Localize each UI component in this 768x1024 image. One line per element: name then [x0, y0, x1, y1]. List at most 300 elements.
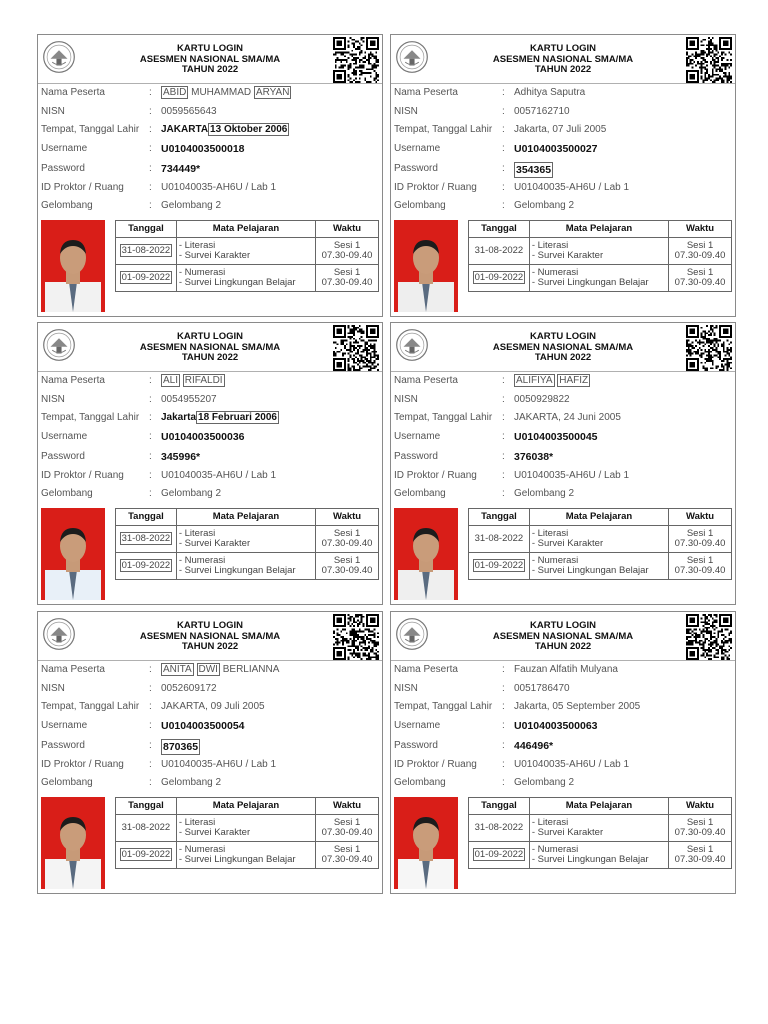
value-nama: [514, 374, 590, 388]
login-card-2: [390, 34, 736, 317]
date-cell-2: [469, 265, 530, 292]
colon: :: [502, 431, 505, 442]
label-nisn: NISN: [394, 394, 418, 405]
card-header: [98, 332, 322, 364]
tut-wuri-handayani-logo-icon: [42, 328, 76, 362]
th-mapel: Mata Pelajaran: [176, 221, 315, 238]
nama-tail: BERLIANNA: [219, 664, 280, 675]
colon: :: [502, 777, 505, 788]
qr-code-icon: [686, 614, 732, 660]
header-divider: [391, 660, 735, 661]
date-2: 01-09-2022: [121, 272, 171, 283]
label-nama: Nama Peserta: [41, 375, 105, 386]
date-cell-1: [116, 815, 177, 842]
time-cell-2: [316, 553, 379, 580]
card-title: KARTU LOGIN: [177, 331, 243, 342]
time-2: 07.30-09.40: [674, 277, 726, 288]
session-1: Sesi 1: [686, 528, 714, 539]
ttl-city: JAKARTA: [161, 124, 209, 135]
date-cell-1: [116, 526, 177, 553]
date-2: 01-09-2022: [474, 272, 524, 283]
schedule-row-1: [116, 526, 379, 553]
ttl-city: Jakarta, 07 Juli 2005: [514, 124, 607, 135]
subject-survei-karakter: - Survei Karakter: [178, 538, 251, 549]
card-subtitle: ASESMEN NASIONAL SMA/MA: [139, 53, 281, 65]
session-2: Sesi 1: [333, 844, 361, 855]
label-username: Username: [41, 720, 88, 731]
schedule-header-row: [469, 798, 732, 815]
colon: :: [502, 124, 505, 135]
header-divider: [38, 83, 382, 84]
time-2: 07.30-09.40: [321, 277, 373, 288]
card-subtitle: ASESMEN NASIONAL SMA/MA: [139, 341, 281, 353]
card-subtitle: ASESMEN NASIONAL SMA/MA: [492, 630, 634, 642]
tut-wuri-handayani-logo-icon: [42, 617, 76, 651]
date-cell-2: [469, 553, 530, 580]
colon: :: [502, 106, 505, 117]
value-proktor: U01040035-AH6U / Lab 1: [161, 759, 277, 770]
value-password: 354365: [516, 164, 552, 176]
label-password: Password: [41, 163, 85, 174]
schedule-row-2: [469, 265, 732, 292]
session-2: Sesi 1: [333, 267, 361, 278]
schedule-row-1: [469, 238, 732, 265]
subject-cell-2: [529, 265, 668, 292]
label-ttl: Tempat, Tanggal Lahir: [41, 124, 140, 135]
time-cell-1: [669, 238, 732, 265]
card-header: [451, 332, 675, 364]
header-divider: [38, 371, 382, 372]
label-nama: Nama Peserta: [394, 375, 458, 386]
th-mapel: Mata Pelajaran: [529, 509, 668, 526]
colon: :: [502, 470, 505, 481]
date-2: 01-09-2022: [474, 849, 524, 860]
label-username: Username: [394, 431, 441, 442]
value-nisn: 0050929822: [514, 394, 570, 405]
subject-survei-lingkungan: - Survei Lingkungan Belajar: [531, 854, 649, 865]
subject-survei-lingkungan: - Survei Lingkungan Belajar: [531, 565, 649, 576]
card-subtitle: ASESMEN NASIONAL SMA/MA: [492, 53, 634, 65]
time-cell-1: [316, 815, 379, 842]
schedule-header-row: [116, 221, 379, 238]
schedule-table: [468, 508, 732, 580]
session-1: Sesi 1: [686, 240, 714, 251]
colon: :: [502, 701, 505, 712]
time-2: 07.30-09.40: [321, 565, 373, 576]
th-tanggal: Tanggal: [116, 221, 177, 238]
th-mapel: Mata Pelajaran: [529, 221, 668, 238]
subject-survei-karakter: - Survei Karakter: [178, 827, 251, 838]
time-2: 07.30-09.40: [674, 854, 726, 865]
value-username: U0104003500036: [161, 431, 245, 443]
subject-cell-1: [176, 238, 315, 265]
subject-survei-lingkungan: - Survei Lingkungan Belajar: [178, 565, 296, 576]
label-ttl: Tempat, Tanggal Lahir: [41, 412, 140, 423]
value-password: 870365: [163, 741, 199, 753]
th-mapel: Mata Pelajaran: [176, 798, 315, 815]
colon: :: [149, 759, 152, 770]
value-ttl: [161, 123, 289, 137]
colon: :: [502, 87, 505, 98]
value-nisn: 0051786470: [514, 683, 570, 694]
time-cell-1: [316, 526, 379, 553]
date-1: 31-08-2022: [121, 245, 171, 256]
nama-highlight-2: DWI: [198, 664, 218, 675]
subject-literasi: - Literasi: [531, 817, 569, 828]
colon: :: [502, 143, 505, 154]
subject-literasi: - Literasi: [531, 528, 569, 539]
subject-cell-1: [529, 526, 668, 553]
label-nisn: NISN: [394, 106, 418, 117]
label-nama: Nama Peserta: [41, 87, 105, 98]
schedule-header-row: [116, 798, 379, 815]
ttl-date-highlight: 13 Oktober 2006: [210, 124, 288, 135]
colon: :: [502, 412, 505, 423]
label-ttl: Tempat, Tanggal Lahir: [394, 124, 493, 135]
label-nisn: NISN: [41, 683, 65, 694]
card-subtitle: ASESMEN NASIONAL SMA/MA: [139, 630, 281, 642]
time-cell-2: [669, 842, 732, 869]
student-photo: [41, 508, 105, 600]
schedule-table: [115, 220, 379, 292]
value-password: 446496*: [514, 740, 554, 752]
subject-numerasi: - Numerasi: [178, 844, 226, 855]
card-title: KARTU LOGIN: [177, 43, 243, 54]
date-1: 31-08-2022: [474, 245, 524, 256]
th-waktu: Waktu: [669, 509, 732, 526]
colon: :: [502, 488, 505, 499]
th-mapel: Mata Pelajaran: [529, 798, 668, 815]
colon: :: [149, 720, 152, 731]
subject-literasi: - Literasi: [178, 817, 216, 828]
value-gelombang: Gelombang 2: [161, 200, 222, 211]
date-2: 01-09-2022: [474, 560, 524, 571]
tut-wuri-handayani-logo-icon: [395, 617, 429, 651]
student-photo: [394, 508, 458, 600]
subject-literasi: - Literasi: [531, 240, 569, 251]
colon: :: [502, 163, 505, 174]
value-nisn: 0052609172: [161, 683, 217, 694]
qr-code-icon: [333, 614, 379, 660]
date-cell-1: [469, 238, 530, 265]
time-2: 07.30-09.40: [674, 565, 726, 576]
subject-cell-2: [176, 842, 315, 869]
colon: :: [502, 182, 505, 193]
qr-code-icon: [333, 325, 379, 371]
colon: :: [502, 394, 505, 405]
date-cell-2: [469, 842, 530, 869]
label-username: Username: [41, 143, 88, 154]
session-1: Sesi 1: [333, 240, 361, 251]
card-year: TAHUN 2022: [181, 641, 239, 652]
tut-wuri-handayani-logo-icon: [395, 40, 429, 74]
label-ttl: Tempat, Tanggal Lahir: [394, 701, 493, 712]
subject-numerasi: - Numerasi: [178, 267, 226, 278]
th-waktu: Waktu: [669, 798, 732, 815]
subject-numerasi: - Numerasi: [531, 267, 579, 278]
th-waktu: Waktu: [316, 509, 379, 526]
schedule-row-1: [469, 815, 732, 842]
card-subtitle: ASESMEN NASIONAL SMA/MA: [492, 341, 634, 353]
subject-survei-karakter: - Survei Karakter: [531, 538, 604, 549]
subject-cell-2: [176, 265, 315, 292]
colon: :: [502, 720, 505, 731]
schedule-row-1: [469, 526, 732, 553]
value-username: U0104003500045: [514, 431, 598, 443]
schedule-header-row: [116, 509, 379, 526]
label-proktor: ID Proktor / Ruang: [41, 759, 124, 770]
subject-cell-2: [529, 553, 668, 580]
value-password: 376038*: [514, 451, 554, 463]
nama-highlight: ABID: [163, 87, 187, 98]
time-cell-2: [316, 265, 379, 292]
date-1: 31-08-2022: [474, 822, 524, 833]
value-proktor: U01040035-AH6U / Lab 1: [161, 470, 277, 481]
value-nama: [514, 86, 585, 100]
subject-survei-karakter: - Survei Karakter: [531, 827, 604, 838]
colon: :: [149, 412, 152, 423]
value-nama: [514, 663, 618, 677]
session-2: Sesi 1: [686, 267, 714, 278]
colon: :: [149, 375, 152, 386]
time-cell-2: [669, 553, 732, 580]
colon: :: [502, 759, 505, 770]
label-password: Password: [41, 740, 85, 751]
value-gelombang: Gelombang 2: [161, 488, 222, 499]
label-proktor: ID Proktor / Ruang: [394, 182, 477, 193]
subject-survei-lingkungan: - Survei Lingkungan Belajar: [178, 854, 296, 865]
colon: :: [502, 664, 505, 675]
date-1: 31-08-2022: [474, 533, 524, 544]
ttl-date-highlight: 18 Februari 2006: [198, 412, 277, 423]
label-password: Password: [394, 163, 438, 174]
card-title: KARTU LOGIN: [177, 620, 243, 631]
time-1: 07.30-09.40: [674, 538, 726, 549]
login-card-1: [37, 34, 383, 317]
value-ttl: [514, 411, 621, 425]
value-ttl: [514, 700, 640, 714]
colon: :: [149, 163, 152, 174]
value-username: U0104003500018: [161, 143, 245, 155]
schedule-table: [115, 797, 379, 869]
date-cell-2: [116, 842, 177, 869]
time-1: 07.30-09.40: [321, 827, 373, 838]
label-nisn: NISN: [41, 106, 65, 117]
subject-cell-1: [176, 815, 315, 842]
subject-numerasi: - Numerasi: [531, 844, 579, 855]
card-year: TAHUN 2022: [181, 352, 239, 363]
value-nisn: 0057162710: [514, 106, 570, 117]
value-nama: [161, 374, 225, 388]
schedule-row-2: [469, 842, 732, 869]
schedule-table: [468, 220, 732, 292]
subject-survei-karakter: - Survei Karakter: [178, 250, 251, 261]
session-2: Sesi 1: [686, 844, 714, 855]
login-card-3: [37, 322, 383, 605]
label-password: Password: [41, 451, 85, 462]
value-proktor: U01040035-AH6U / Lab 1: [514, 759, 630, 770]
subject-survei-lingkungan: - Survei Lingkungan Belajar: [531, 277, 649, 288]
login-card-6: [390, 611, 736, 894]
time-cell-2: [316, 842, 379, 869]
session-2: Sesi 1: [333, 555, 361, 566]
card-title: KARTU LOGIN: [530, 331, 596, 342]
schedule-header-row: [469, 221, 732, 238]
colon: :: [502, 451, 505, 462]
time-cell-1: [669, 815, 732, 842]
colon: :: [149, 394, 152, 405]
th-waktu: Waktu: [316, 798, 379, 815]
card-year: TAHUN 2022: [534, 641, 592, 652]
nama-highlight-2: RIFALDI: [184, 375, 223, 386]
value-password: 345996*: [161, 451, 201, 463]
student-photo: [41, 220, 105, 312]
colon: :: [502, 375, 505, 386]
value-username: U0104003500054: [161, 720, 245, 732]
label-nisn: NISN: [41, 394, 65, 405]
nama-highlight-2: ARYAN: [255, 87, 290, 98]
label-nama: Nama Peserta: [41, 664, 105, 675]
card-header: [451, 621, 675, 653]
label-password: Password: [394, 451, 438, 462]
value-nama: [161, 663, 279, 677]
date-cell-1: [469, 815, 530, 842]
session-2: Sesi 1: [686, 555, 714, 566]
th-tanggal: Tanggal: [469, 221, 530, 238]
login-card-5: [37, 611, 383, 894]
label-ttl: Tempat, Tanggal Lahir: [394, 412, 493, 423]
date-2: 01-09-2022: [121, 849, 171, 860]
date-cell-2: [116, 265, 177, 292]
colon: :: [502, 683, 505, 694]
colon: :: [149, 143, 152, 154]
schedule-row-1: [116, 815, 379, 842]
label-gelombang: Gelombang: [41, 488, 93, 499]
date-1: 31-08-2022: [121, 822, 171, 833]
time-1: 07.30-09.40: [674, 827, 726, 838]
th-tanggal: Tanggal: [469, 798, 530, 815]
card-header: [451, 44, 675, 76]
colon: :: [149, 124, 152, 135]
qr-code-icon: [686, 325, 732, 371]
subject-cell-2: [176, 553, 315, 580]
session-1: Sesi 1: [686, 817, 714, 828]
label-nisn: NISN: [394, 683, 418, 694]
colon: :: [149, 740, 152, 751]
schedule-row-2: [116, 265, 379, 292]
colon: :: [149, 701, 152, 712]
value-gelombang: Gelombang 2: [161, 777, 222, 788]
colon: :: [149, 87, 152, 98]
login-card-4: [390, 322, 736, 605]
ttl-city: Jakarta, 05 September 2005: [514, 701, 641, 712]
date-1: 31-08-2022: [121, 533, 171, 544]
value-proktor: U01040035-AH6U / Lab 1: [514, 182, 630, 193]
card-year: TAHUN 2022: [181, 64, 239, 75]
schedule-row-2: [116, 842, 379, 869]
schedule-row-2: [469, 553, 732, 580]
nama-middle: Adhitya Saputra: [514, 87, 586, 98]
colon: :: [149, 777, 152, 788]
value-ttl: [514, 123, 606, 137]
th-tanggal: Tanggal: [116, 509, 177, 526]
student-photo: [41, 797, 105, 889]
colon: :: [149, 431, 152, 442]
ttl-city: JAKARTA, 24 Juni 2005: [514, 412, 621, 423]
subject-survei-lingkungan: - Survei Lingkungan Belajar: [178, 277, 296, 288]
subject-cell-2: [529, 842, 668, 869]
qr-code-icon: [686, 37, 732, 83]
colon: :: [149, 683, 152, 694]
header-divider: [38, 660, 382, 661]
label-proktor: ID Proktor / Ruang: [394, 759, 477, 770]
session-1: Sesi 1: [333, 528, 361, 539]
card-title: KARTU LOGIN: [530, 43, 596, 54]
value-gelombang: Gelombang 2: [514, 200, 575, 211]
label-proktor: ID Proktor / Ruang: [394, 470, 477, 481]
label-username: Username: [41, 431, 88, 442]
colon: :: [149, 182, 152, 193]
card-title: KARTU LOGIN: [530, 620, 596, 631]
subject-survei-karakter: - Survei Karakter: [531, 250, 604, 261]
label-gelombang: Gelombang: [41, 200, 93, 211]
schedule-row-1: [116, 238, 379, 265]
label-nama: Nama Peserta: [394, 87, 458, 98]
value-proktor: U01040035-AH6U / Lab 1: [514, 470, 630, 481]
value-password: 734449*: [161, 163, 201, 175]
th-waktu: Waktu: [316, 221, 379, 238]
student-photo: [394, 220, 458, 312]
label-gelombang: Gelombang: [394, 488, 446, 499]
colon: :: [149, 488, 152, 499]
tut-wuri-handayani-logo-icon: [42, 40, 76, 74]
label-gelombang: Gelombang: [394, 200, 446, 211]
value-gelombang: Gelombang 2: [514, 488, 575, 499]
value-nisn: 0054955207: [161, 394, 217, 405]
colon: :: [149, 106, 152, 117]
schedule-row-2: [116, 553, 379, 580]
colon: :: [149, 451, 152, 462]
time-cell-2: [669, 265, 732, 292]
tut-wuri-handayani-logo-icon: [395, 328, 429, 362]
date-cell-2: [116, 553, 177, 580]
subject-cell-1: [176, 526, 315, 553]
th-tanggal: Tanggal: [469, 509, 530, 526]
nama-middle: Fauzan Alfatih Mulyana: [514, 664, 618, 675]
value-ttl: [161, 700, 265, 714]
ttl-city: JAKARTA, 09 Juli 2005: [161, 701, 265, 712]
card-header: [98, 44, 322, 76]
colon: :: [502, 740, 505, 751]
date-cell-1: [116, 238, 177, 265]
subject-literasi: - Literasi: [178, 240, 216, 251]
header-divider: [391, 83, 735, 84]
subject-literasi: - Literasi: [178, 528, 216, 539]
value-ttl: [161, 411, 279, 425]
value-username: U0104003500063: [514, 720, 598, 732]
nama-highlight: ANITA: [163, 664, 192, 675]
header-divider: [391, 371, 735, 372]
student-photo: [394, 797, 458, 889]
date-cell-1: [469, 526, 530, 553]
session-1: Sesi 1: [333, 817, 361, 828]
time-cell-1: [316, 238, 379, 265]
colon: :: [502, 200, 505, 211]
label-gelombang: Gelombang: [41, 777, 93, 788]
colon: :: [149, 664, 152, 675]
value-nisn: 0059565643: [161, 106, 217, 117]
value-proktor: U01040035-AH6U / Lab 1: [161, 182, 277, 193]
